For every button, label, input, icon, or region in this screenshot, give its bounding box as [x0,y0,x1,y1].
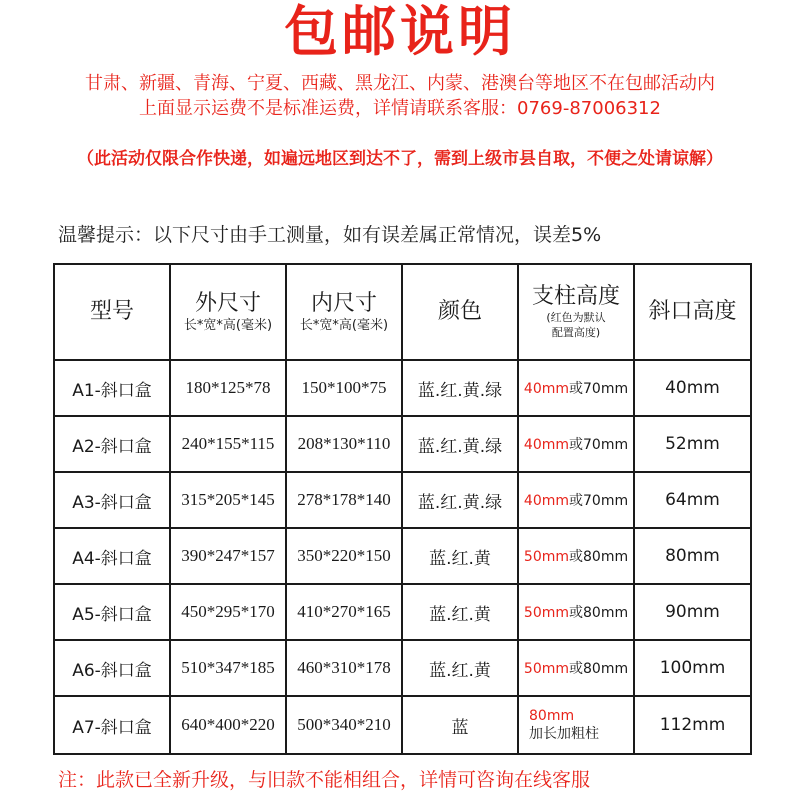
inner-size-cell: 500*340*210 [286,696,402,754]
post-height-cell [518,360,634,416]
table-row [54,640,751,696]
post-default-value: 50mm [523,549,569,565]
table-row [54,360,751,416]
shipping-exclusion-notice: 甘肃、新疆、青海、宁夏、西藏、黑龙江、内蒙、港澳台等地区不在包邮活动内 [85,73,715,94]
post-height-cell [518,472,634,528]
bevel-height-cell: 90mm [634,584,751,640]
inner-size-cell: 208*130*110 [286,416,402,472]
inner-size-cell: 278*178*140 [286,472,402,528]
post-separator: 或 [569,549,583,565]
shipping-fee-notice: 上面显示运费不是标准运费，详情请联系客服：0769-87006312 [139,98,661,119]
post-height-cell [518,584,634,640]
table-row [54,528,751,584]
post-default-value: 50mm [523,661,569,677]
post-default-value: 40mm [523,437,569,453]
bevel-height-cell: 64mm [634,472,751,528]
outer-size-cell: 450*295*170 [170,584,286,640]
header-inner-size: 内尺寸 长*宽*高(毫米) [286,264,402,360]
post-separator: 或 [569,437,583,453]
bevel-height-cell: 100mm [634,640,751,696]
model-cell: A4-斜口盒 [54,528,170,584]
post-height-cell [518,416,634,472]
post-separator: 或 [569,493,583,509]
outer-size-cell: 315*205*145 [170,472,286,528]
outer-size-cell: 180*125*78 [170,360,286,416]
color-cell: 蓝.红.黄 [402,584,518,640]
post-extra-note: 加长加粗柱 [529,726,599,742]
model-cell: A3-斜口盒 [54,472,170,528]
post-height-cell [518,640,634,696]
post-height-cell [518,696,634,754]
bevel-height-cell: 40mm [634,360,751,416]
inner-size-cell: 350*220*150 [286,528,402,584]
page-title: 包邮说明 [284,0,516,63]
post-separator: 或 [569,381,583,397]
bevel-height-cell: 80mm [634,528,751,584]
outer-size-cell: 640*400*220 [170,696,286,754]
bevel-height-cell: 112mm [634,696,751,754]
post-default-value: 80mm [529,708,575,724]
post-alt-value: 80mm [583,661,629,677]
header-color: 颜色 [402,264,518,360]
post-separator: 或 [569,605,583,621]
post-default-value: 40mm [523,493,569,509]
delivery-limitation-notice: （此活动仅限合作快递，如遍远地区到达不了，需到上级市县自取，不便之处请谅解） [77,149,723,169]
inner-size-cell: 460*310*178 [286,640,402,696]
outer-size-cell: 240*155*115 [170,416,286,472]
post-alt-value: 70mm [583,381,629,397]
bevel-height-cell: 52mm [634,416,751,472]
inner-size-cell: 410*270*165 [286,584,402,640]
model-cell: A5-斜口盒 [54,584,170,640]
post-alt-value: 70mm [583,493,629,509]
header-outer-size: 外尺寸 长*宽*高(毫米) [170,264,286,360]
color-cell: 蓝.红.黄 [402,640,518,696]
table-row [54,416,751,472]
post-default-value: 40mm [523,381,569,397]
outer-size-cell: 390*247*157 [170,528,286,584]
color-cell: 蓝.红.黄 [402,528,518,584]
post-alt-value: 80mm [583,549,629,565]
post-separator: 或 [569,661,583,677]
model-cell: A7-斜口盒 [54,696,170,754]
post-default-value: 50mm [523,605,569,621]
table-row [54,472,751,528]
table-row [54,696,751,754]
outer-size-cell: 510*347*185 [170,640,286,696]
model-cell: A2-斜口盒 [54,416,170,472]
post-height-cell [518,528,634,584]
inner-size-cell: 150*100*75 [286,360,402,416]
table-header-row [54,264,751,360]
header-model: 型号 [54,264,170,360]
size-table [53,263,752,755]
model-cell: A1-斜口盒 [54,360,170,416]
color-cell: 蓝.红.黄.绿 [402,472,518,528]
color-cell: 蓝.红.黄.绿 [402,416,518,472]
measurement-tip: 温馨提示：以下尺寸由手工测量，如有误差属正常情况，误差5% [58,224,602,246]
color-cell: 蓝 [402,696,518,754]
model-cell: A6-斜口盒 [54,640,170,696]
post-alt-value: 70mm [583,437,629,453]
table-row [54,584,751,640]
post-alt-value: 80mm [583,605,629,621]
header-post-height: 支柱高度 (红色为默认 配置高度) [518,264,634,360]
footer-note: 注：此款已全新升级，与旧款不能相组合，详情可咨询在线客服 [58,769,591,791]
color-cell: 蓝.红.黄.绿 [402,360,518,416]
header-bevel-height: 斜口高度 [634,264,751,360]
